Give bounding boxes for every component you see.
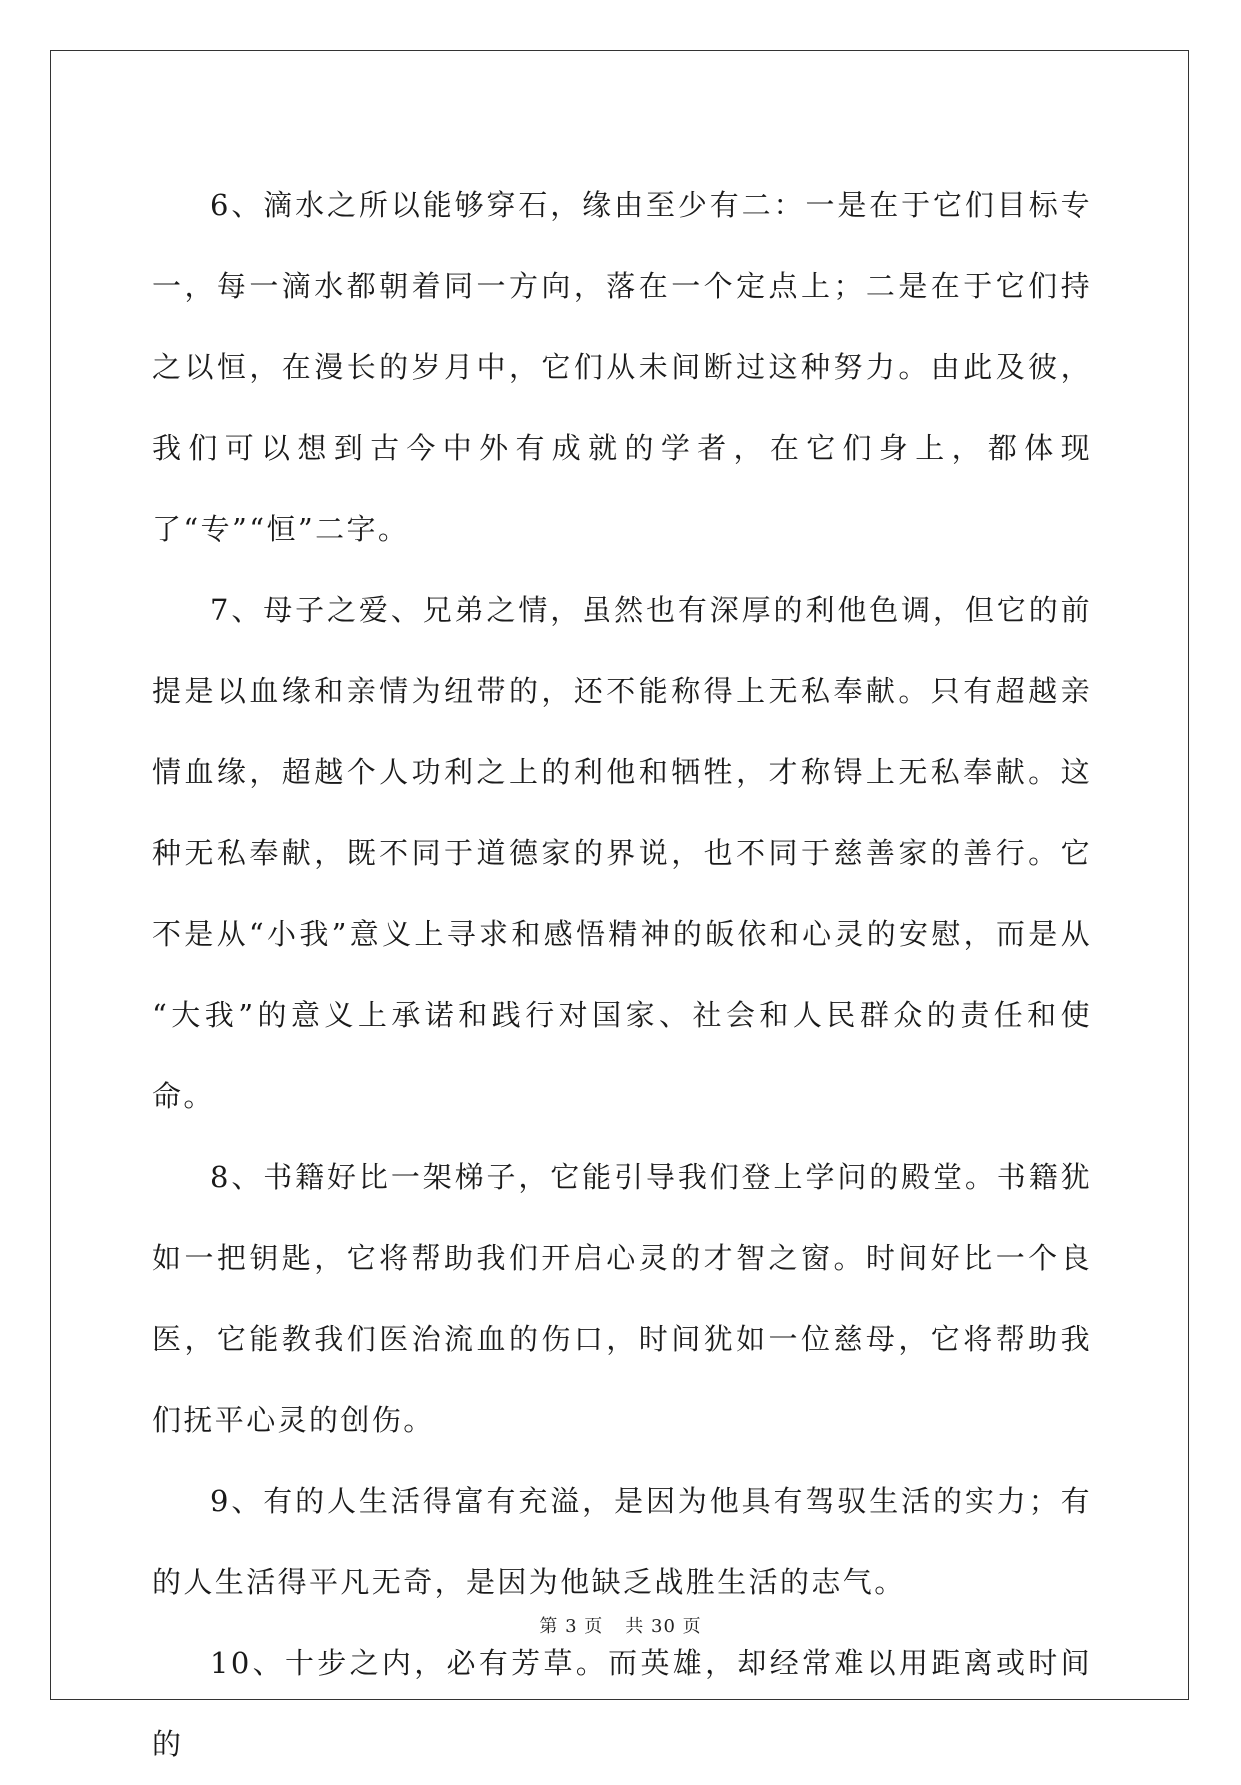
paragraph-6: 6、滴水之所以能够穿石，缘由至少有二：一是在于它们目标专一，每一滴水都朝着同一方向，落在一个定点上；二是在于它们持之以恒，在漫长的岁月中，它们从未间断过这种努力。由此及彼，我们可以想到古今中外有成就的学者，在它们身上，都体现了“专”“恒”二字。 [152,188,1092,546]
page-footer [0,1612,1241,1638]
page-total: 共 30 页 [625,1616,702,1637]
paragraph-9: 9、有的人生活得富有充溢，是因为他具有驾驭生活的实力；有的人生活得平凡无奇，是因为他缺乏战胜生活的志气。 [152,1484,1092,1599]
page-number: 第 3 页 [539,1616,604,1637]
paragraph-10: 10、十步之内，必有芳草。而英雄，却经常难以用距离或时间的 [152,1646,1092,1761]
paragraph-8: 8、书籍好比一架梯子，它能引导我们登上学问的殿堂。书籍犹如一把钥匙，它将帮助我们开启心灵的才智之窗。时间好比一个良医，它能教我们医治流血的伤口，时间犹如一位慈母，它将帮助我们抚平心灵的创伤。 [152,1160,1092,1437]
paragraph-7: 7、母子之爱、兄弟之情，虽然也有深厚的利他色调，但它的前提是以血缘和亲情为纽带的，还不能称得上无私奉献。只有超越亲情血缘，超越个人功利之上的利他和牺牲，才称锝上无私奉献。这种无私奉献，既不同于道德家的界说，也不同于慈善家的善行。它不是从“小我”意义上寻求和感悟精神的皈依和心灵的安慰，而是从 “大我”的意义上承诺和践行对国家、社会和人民群众的责任和使命。 [152,593,1092,1113]
document-body [152,165,1092,1785]
